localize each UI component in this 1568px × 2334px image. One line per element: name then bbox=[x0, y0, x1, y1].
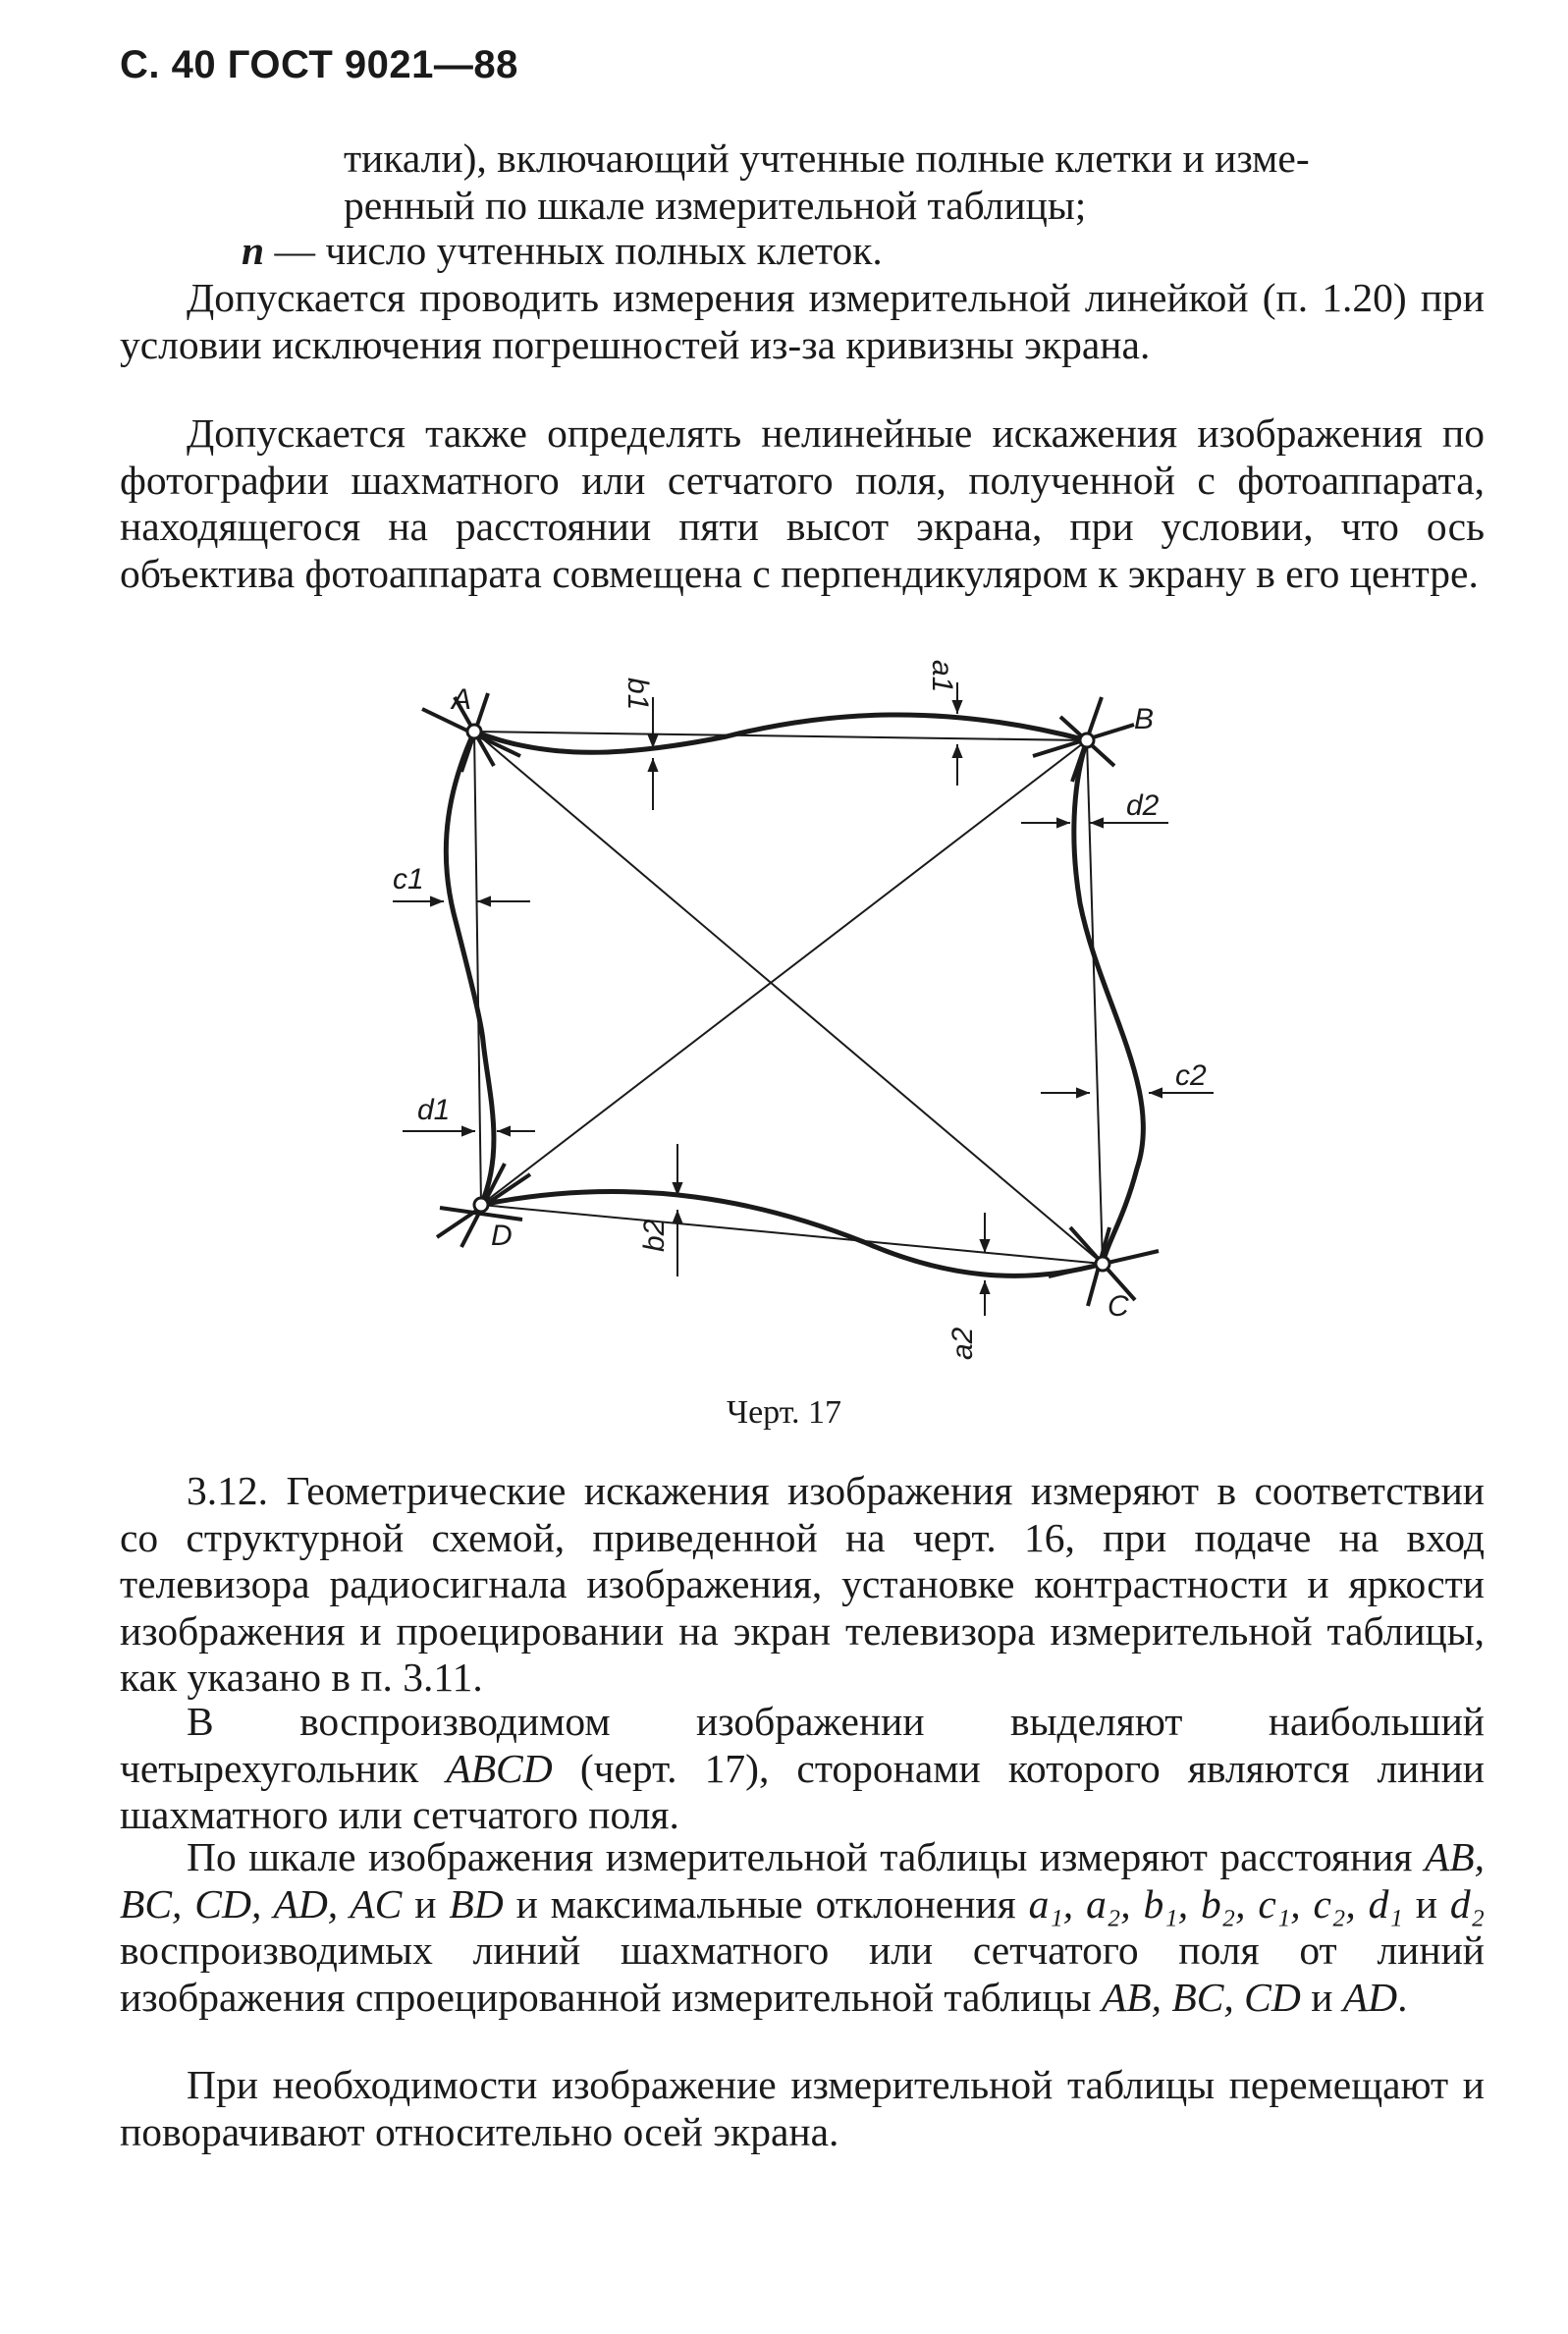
label-a2: a2 bbox=[946, 1327, 979, 1360]
line-cd bbox=[481, 1205, 1103, 1264]
label-c2: c2 bbox=[1175, 1059, 1207, 1092]
vertex-d bbox=[474, 1198, 488, 1212]
line-bc bbox=[1087, 740, 1103, 1264]
label-d2: d2 bbox=[1126, 789, 1160, 822]
abcd-term: ABCD bbox=[446, 1745, 553, 1791]
diagonal-bd bbox=[481, 740, 1087, 1205]
continuation-text bbox=[344, 136, 1485, 229]
continuation-line-2: ренный по шкале измерительной таблицы; bbox=[344, 182, 1087, 228]
label-d1: d1 bbox=[417, 1094, 451, 1126]
vertex-c bbox=[1096, 1257, 1109, 1271]
distortion-figure bbox=[393, 660, 1207, 1375]
label-c1: c1 bbox=[393, 863, 424, 896]
variable-n-definition bbox=[242, 228, 883, 275]
vertex-a bbox=[467, 725, 481, 738]
paragraph-quadrilateral: В воспроизводимом изображении выделяют наибольший четырехугольник ABCD (черт. 17), сторонами которого являются линии шахматного или сетчатого поля. bbox=[120, 1699, 1485, 1837]
label-b: B bbox=[1134, 703, 1155, 735]
figure-caption: Черт. 17 bbox=[726, 1394, 842, 1431]
label-c: C bbox=[1108, 1290, 1129, 1323]
variable-n-text: — число учтенных полных клеток. bbox=[264, 228, 883, 273]
continuation-line-1: тикали), включающий учтенные полные клетки и изме- bbox=[344, 136, 1310, 181]
label-a1: a1 bbox=[926, 660, 958, 693]
paragraph-rotate: При необходимости изображение измерительной таблицы перемещают и поворачивают относительно осей экрана. bbox=[120, 2062, 1485, 2154]
line-ab bbox=[474, 732, 1087, 740]
label-b1: b1 bbox=[622, 678, 654, 711]
paragraph-ruler: Допускается проводить измерения измерительной линейкой (п. 1.20) при условии исключения погрешностей из-за кривизны экрана. bbox=[120, 275, 1485, 367]
line-ad bbox=[474, 732, 481, 1205]
label-b2: b2 bbox=[638, 1219, 671, 1252]
page-header: С. 40 ГОСТ 9021—88 bbox=[120, 43, 518, 86]
label-a: A bbox=[452, 683, 472, 716]
diagonal-ac bbox=[474, 732, 1103, 1264]
section-3-12: 3.12. Геометрические искажения изображения измеряют в соответствии со структурной схемой, приведенной на черт. 16, при подаче на вход телевизора радиосигнала изображения, установке контрастности и яркости изображения и проецировании на экран телевизора измерительной таблицы, как указано в п. 3.11. bbox=[120, 1468, 1485, 1700]
paragraph-photo: Допускается также определять нелинейные искажения изображения по фотографии шахматного или сетчатого поля, полученной с фотоаппарата, находящегося на расстоянии пяти высот экрана, при условии, что ось объектива фотоаппарата совмещена с перпендикуляром к экрану в его центре. bbox=[120, 410, 1485, 596]
variable-n-symbol: n bbox=[242, 228, 265, 273]
label-d: D bbox=[491, 1220, 513, 1252]
paragraph-scale: По шкале изображения измерительной таблицы измеряют расстояния AB, BC, CD, AD, AC и BD и максимальные отклонения a₁, a₂, b₁, b₂, c₁, c₂, d₁ и d₂ воспроизводимых линий шахматного или сетчатого поля от линий изображения спроецированной измерительной таблицы AB, BC, CD и AD. bbox=[120, 1834, 1486, 2020]
curve-ad bbox=[446, 732, 494, 1205]
vertex-b bbox=[1080, 733, 1094, 747]
